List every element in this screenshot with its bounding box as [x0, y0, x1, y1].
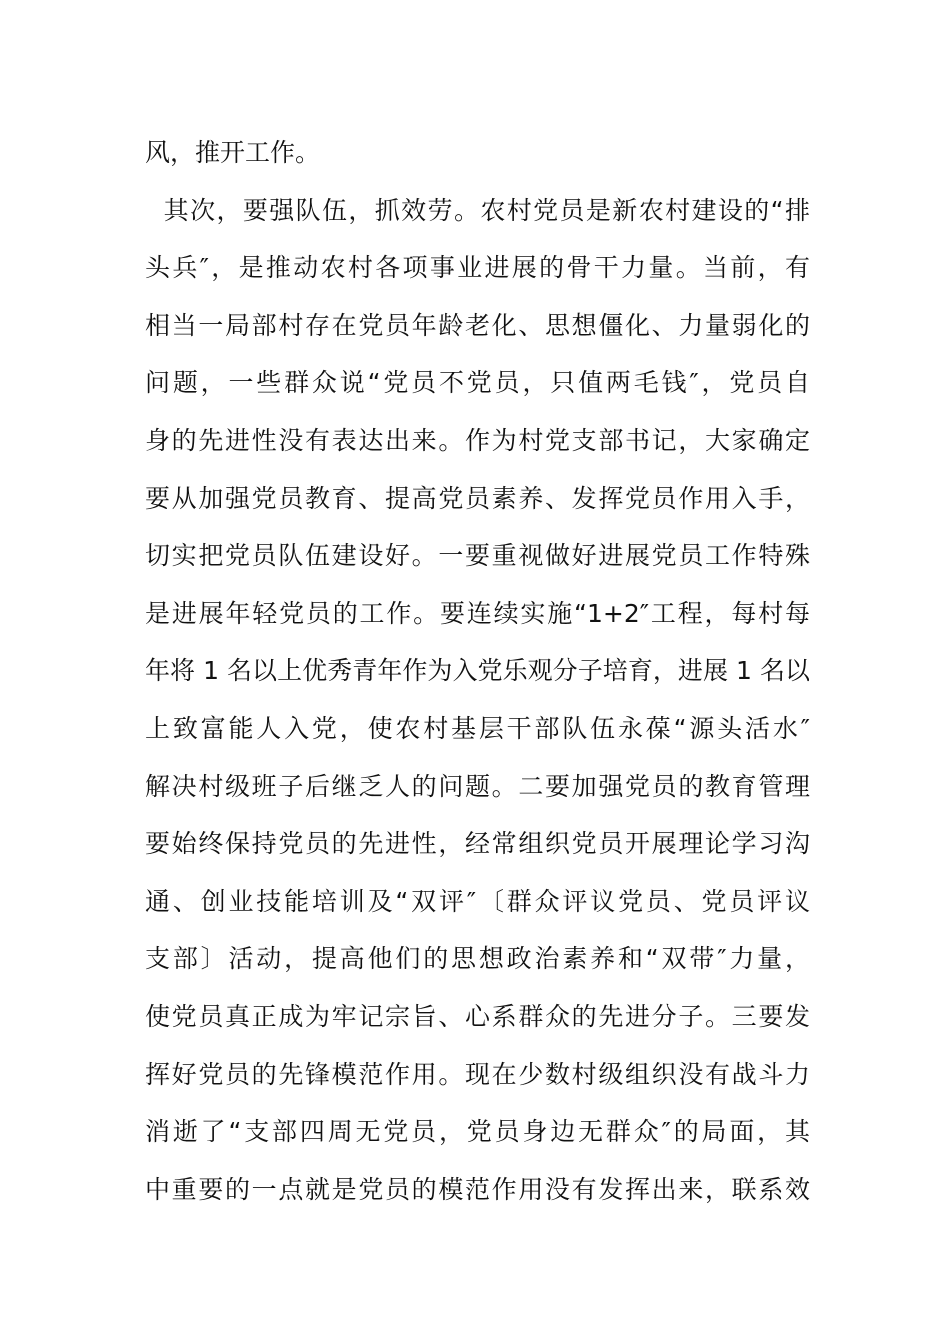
text-line: 年将 1 名以上优秀青年作为入党乐观分子培育，进展 1 名以	[145, 656, 810, 686]
text-line: 头兵″，是推动农村各项事业进展的骨干力量。当前，有	[145, 253, 810, 283]
text-line: 风，推开工作。	[145, 138, 321, 167]
body-text	[145, 124, 810, 1218]
text-line: 解决村级班子后继乏人的问题。二要加强党员的教育管理	[145, 771, 810, 801]
text-line: 问题，一些群众说“党员不党员，只值两毛钱″，党员自	[145, 368, 810, 398]
text-line: 消逝了“支部四周无党员，党员身边无群众″的局面，其	[145, 1117, 810, 1147]
text-line: 使党员真正成为牢记宗旨、心系群众的先进分子。三要发	[145, 1001, 810, 1031]
text-line: 身的先进性没有表达出来。作为村党支部书记，大家确定	[145, 425, 810, 455]
text-line: 中重要的一点就是党员的模范作用没有发挥出来，联系效	[145, 1174, 810, 1204]
text-line: 切实把党员队伍建设好。一要重视做好进展党员工作特殊	[145, 541, 810, 571]
text-line: 要从加强党员教育、提高党员素养、发挥党员作用入手，	[145, 483, 810, 513]
text-line: 其次，要强队伍，抓效劳。农村党员是新农村建设的“排	[145, 195, 810, 225]
text-line: 支部〕活动，提高他们的思想政治素养和“双带″力量，	[145, 944, 810, 974]
text-line: 上致富能人入党，使农村基层干部队伍永葆“源头活水″	[145, 713, 810, 743]
text-line: 要始终保持党员的先进性，经常组织党员开展理论学习沟	[145, 829, 810, 859]
text-line: 通、创业技能培训及“双评″〔群众评议党员、党员评议	[145, 886, 810, 916]
text-line: 是进展年轻党员的工作。要连续实施“1+2″工程，每村每	[145, 598, 810, 628]
text-line: 挥好党员的先锋模范作用。现在少数村级组织没有战斗力	[145, 1059, 810, 1089]
text-line: 相当一局部村存在党员年龄老化、思想僵化、力量弱化的	[145, 310, 810, 340]
